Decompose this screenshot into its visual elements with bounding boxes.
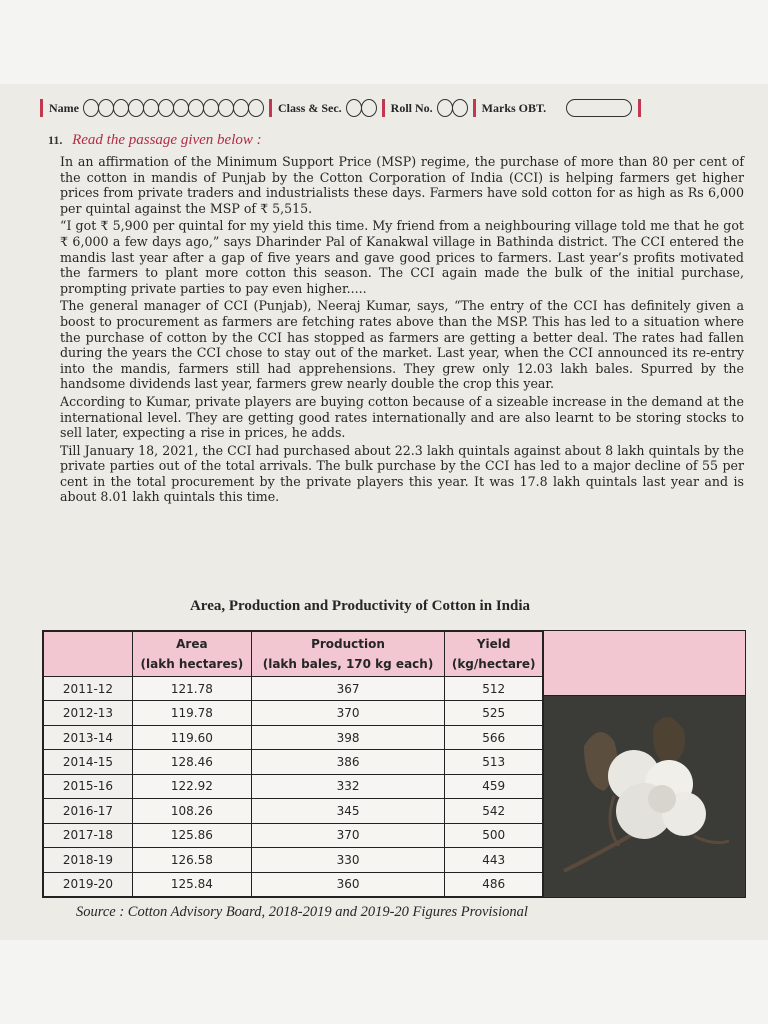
yield-cell: 459: [445, 774, 543, 798]
side-panel-header: [544, 631, 745, 696]
year-cell: 2013-14: [44, 725, 133, 749]
marks-box: [566, 99, 632, 117]
year-cell: 2016-17: [44, 799, 133, 823]
header-production: [251, 632, 445, 677]
roll-boxes: [437, 99, 467, 117]
name-label: Name: [49, 100, 79, 115]
divider: [638, 99, 641, 117]
yield-cell: 542: [445, 799, 543, 823]
question-heading: [48, 132, 262, 149]
production-cell: 345: [251, 799, 445, 823]
yield-cell: 513: [445, 750, 543, 774]
cotton-boll-illustration: [544, 696, 744, 896]
production-cell: 370: [251, 823, 445, 847]
header-yield: [445, 632, 543, 677]
letter-box: [83, 99, 99, 117]
letter-box: [218, 99, 234, 117]
year-cell: 2017-18: [44, 823, 133, 847]
divider: [40, 99, 43, 117]
year-cell: 2012-13: [44, 701, 133, 725]
area-cell: 119.60: [133, 725, 252, 749]
production-cell: 330: [251, 848, 445, 872]
header-area: [133, 632, 252, 677]
production-cell: 370: [251, 701, 445, 725]
letter-box: [113, 99, 129, 117]
name-boxes: [83, 99, 263, 117]
side-panel: [543, 631, 745, 897]
worksheet-page: [0, 84, 768, 940]
year-cell: 2014-15: [44, 750, 133, 774]
passage-paragraph: According to Kumar, private players are buying cotton because of a sizeable increase in the demand at the international level. They are getting good rates internationally and are also learnt to be storing stocks to sell later, expecting a rise in prices, he adds.: [60, 393, 744, 441]
area-cell: 125.84: [133, 872, 252, 897]
divider: [382, 99, 385, 117]
letter-box: [188, 99, 204, 117]
production-cell: 360: [251, 872, 445, 897]
letter-box: [452, 99, 468, 117]
year-cell: 2011-12: [44, 677, 133, 701]
area-cell: 121.78: [133, 677, 252, 701]
year-cell: 2018-19: [44, 848, 133, 872]
table-header-row: [44, 632, 543, 677]
table-title: Area, Production and Productivity of Cotton in India: [189, 598, 531, 614]
passage-paragraph: Till January 18, 2021, the CCI had purchased about 22.3 lakh quintals against about 8 lakh quintals by the private parties out of the total arrivals. The bulk purchase by the CCI has led to a major decline of 55 per cent in the total procurement by the private players this year. It was 17.8 lakh quintals last year and is about 8.01 lakh quintals this time.: [60, 442, 744, 505]
header-yield-unit: (kg/hectare): [451, 657, 536, 671]
table-row: [44, 872, 543, 897]
passage-paragraph: “I got ₹ 5,900 per quintal for my yield this time. My friend from a neighbouring village told me that he got ₹ 6,000 a few days ago,” says Dharinder Pal of Kanakwal village in Bathinda district. The CCI entered the mandis last year after a gap of five years and gave good prices to farmers. Last year’s profits motivated the farmers to plant more cotton this season. The CCI again made the bulk of the initial purchase, prompting private parties to pay even higher.....: [60, 218, 744, 296]
letter-box: [143, 99, 159, 117]
area-cell: 119.78: [133, 701, 252, 725]
header-production-unit: (lakh bales, 170 kg each): [262, 657, 434, 671]
table-row: [44, 848, 543, 872]
yield-cell: 512: [445, 677, 543, 701]
divider: [269, 99, 272, 117]
header-area-unit: (lakh hectares): [140, 657, 244, 671]
table-row: [44, 823, 543, 847]
area-cell: 126.58: [133, 848, 252, 872]
passage-paragraph: The general manager of CCI (Punjab), Neeraj Kumar, says, “The entry of the CCI has definitely given a boost to procurement as farmers are fetching rates above than the MSP. This has led to a situation where the purchase of cotton by the CCI has stopped as farmers are getting a better deal. The rates had fallen during the years the CCI chose to stay out of the market. Last year, when the CCI announced its re-entry into the mandis, farmers still had apprehensions. They grew only 12.03 lakh bales. Spurred by the handsome dividends last year, farmers grew nearly double the crop this year.: [60, 298, 744, 392]
production-cell: 367: [251, 677, 445, 701]
marks-label: Marks OBT.: [481, 100, 547, 115]
cotton-table-container: [42, 630, 746, 898]
production-cell: 398: [251, 725, 445, 749]
yield-cell: 486: [445, 872, 543, 897]
letter-box: [233, 99, 249, 117]
cotton-data-table: [43, 631, 543, 897]
year-cell: 2019-20: [44, 872, 133, 897]
area-cell: 122.92: [133, 774, 252, 798]
header-production-title: Production: [311, 637, 385, 651]
yield-cell: 566: [445, 725, 543, 749]
table-row: [44, 725, 543, 749]
letter-box: [203, 99, 219, 117]
area-cell: 128.46: [133, 750, 252, 774]
yield-cell: 525: [445, 701, 543, 725]
header-area-title: Area: [176, 637, 208, 651]
passage: [60, 154, 744, 507]
passage-paragraph: In an affirmation of the Minimum Support Price (MSP) regime, the purchase of more than 80 per cent of the cotton in mandis of Punjab by the Cotton Corporation of India (CCI) is helping farmers get higher prices from private traders and industrialists these days. Farmers have sold cotton for as high as Rs 6,000 per quintal against the MSP of ₹ 5,515.: [60, 154, 744, 216]
letter-box: [98, 99, 114, 117]
yield-cell: 443: [445, 848, 543, 872]
production-cell: 332: [251, 774, 445, 798]
area-cell: 125.86: [133, 823, 252, 847]
year-cell: 2015-16: [44, 774, 133, 798]
letter-box: [173, 99, 189, 117]
area-cell: 108.26: [133, 799, 252, 823]
letter-box: [437, 99, 453, 117]
class-boxes: [346, 99, 376, 117]
table-row: [44, 774, 543, 798]
letter-box: [128, 99, 144, 117]
table-row: [44, 677, 543, 701]
letter-box: [361, 99, 377, 117]
table-row: [44, 701, 543, 725]
student-info-bar: [38, 96, 728, 120]
cotton-photo: [544, 696, 745, 897]
production-cell: 386: [251, 750, 445, 774]
question-instruction: Read the passage given below :: [72, 132, 262, 148]
divider: [473, 99, 476, 117]
yield-cell: 500: [445, 823, 543, 847]
letter-box: [346, 99, 362, 117]
letter-box: [158, 99, 174, 117]
class-label: Class & Sec.: [278, 100, 342, 115]
header-year: [44, 632, 133, 677]
roll-label: Roll No.: [390, 100, 433, 115]
question-number: 11.: [48, 133, 63, 147]
table-row: [44, 799, 543, 823]
letter-box: [248, 99, 264, 117]
header-yield-title: Yield: [476, 637, 511, 651]
source-note: Source : Cotton Advisory Board, 2018-2019 and 2019-20 Figures Provisional: [76, 904, 528, 920]
table-row: [44, 750, 543, 774]
